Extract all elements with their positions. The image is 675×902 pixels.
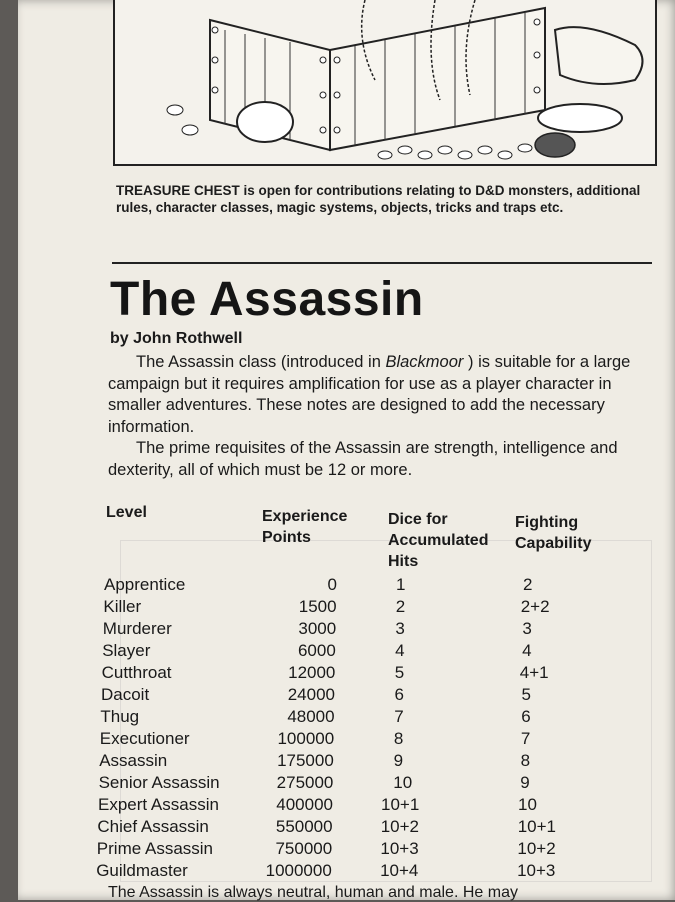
header-fighting: Fighting Capability [515,514,592,552]
level-name: Chief Assassin [97,816,209,836]
experience-points: 100000 [277,728,335,748]
header-level: Level [106,504,147,521]
article-body [108,352,638,481]
experience-points: 1000000 [265,860,332,880]
fighting-capability: 9 [520,772,530,792]
fighting-capability: 7 [520,728,531,748]
dice-value: 10 [393,772,413,792]
experience-points: 400000 [276,794,333,814]
dice-value: 3 [395,618,405,638]
fighting-capability: 10+2 [517,838,556,858]
para1-part-b: ) is suitable for a large campaign but it requires amplification for use as a player character in smaller adventures. These notes are designed to add the necessary information. [108,353,631,436]
header-experience: Experience Points [262,508,348,546]
experience-points: 12000 [288,662,336,682]
level-name: Cutthroat [101,662,172,682]
experience-points: 0 [327,575,337,594]
treasure-chest-illustration [113,0,657,166]
level-name: Apprentice [104,575,186,594]
level-name: Assassin [99,750,168,770]
footer-text: The Assassin is always neutral, human and male. He may [108,884,518,901]
column-intro [116,182,666,216]
level-name: Dacoit [101,684,150,704]
dice-value: 2 [395,596,406,616]
level-name: Thug [100,706,140,726]
experience-points: 24000 [287,684,335,704]
section-divider [112,262,652,264]
level-name: Slayer [102,640,151,660]
fighting-capability: 10 [518,794,537,814]
dice-value: 4 [395,640,405,660]
para1-italic: Blackmoor [385,353,464,371]
paragraph-2: The prime requisites of the Assassin are strength, intelligence and dexterity, all of which must be 12 or more. [108,439,618,479]
dice-value: 7 [394,706,404,726]
level-name: Expert Assassin [98,794,219,814]
dice-value: 8 [393,728,404,748]
intro-text: is open for contributions relating to D&D monsters, additional rules, character classes, magic systems, objects, tricks and traps etc. [116,183,641,215]
treasure-chest-drawing [115,0,655,164]
paragraph-1 [108,352,638,438]
experience-points: 750000 [275,838,333,858]
dice-value: 5 [394,662,405,682]
level-name: Executioner [99,728,190,748]
dice-value: 10+2 [380,816,419,836]
fighting-capability: 8 [520,750,531,770]
dice-value: 6 [394,684,404,704]
dice-value: 10+3 [380,838,419,858]
dice-value: 10+4 [380,860,419,880]
fighting-capability: 4+1 [519,662,549,682]
experience-points: 1500 [298,596,337,616]
dice-value: 1 [396,575,406,594]
dice-value: 10+1 [381,794,420,814]
fighting-capability: 10+3 [517,860,556,880]
fighting-capability: 5 [521,684,531,704]
fighting-capability: 10+1 [517,816,556,836]
fighting-capability: 2 [523,575,533,594]
article-byline: by John Rothwell [110,330,243,347]
experience-points: 275000 [276,772,334,792]
fighting-capability: 6 [521,706,531,726]
experience-points: 3000 [298,618,337,638]
level-name: Murderer [102,618,172,638]
experience-points: 550000 [275,816,333,836]
article-title: The Assassin [110,273,424,326]
fighting-capability: 4 [522,640,532,660]
experience-points: 48000 [287,706,335,726]
level-name: Guildmaster [96,860,188,880]
fighting-capability: 3 [522,618,532,638]
dice-value: 9 [393,750,404,770]
experience-points: 6000 [297,640,336,660]
header-dice: Dice for Accumulated Hits [388,511,489,570]
para1-part-a: The Assassin class (introduced in [136,353,386,371]
level-name: Prime Assassin [96,838,213,858]
experience-points: 175000 [277,750,334,770]
intro-label: TREASURE CHEST [116,183,240,198]
fighting-capability: 2+2 [520,596,550,616]
level-name: Killer [103,596,142,616]
level-name: Senior Assassin [98,772,220,792]
